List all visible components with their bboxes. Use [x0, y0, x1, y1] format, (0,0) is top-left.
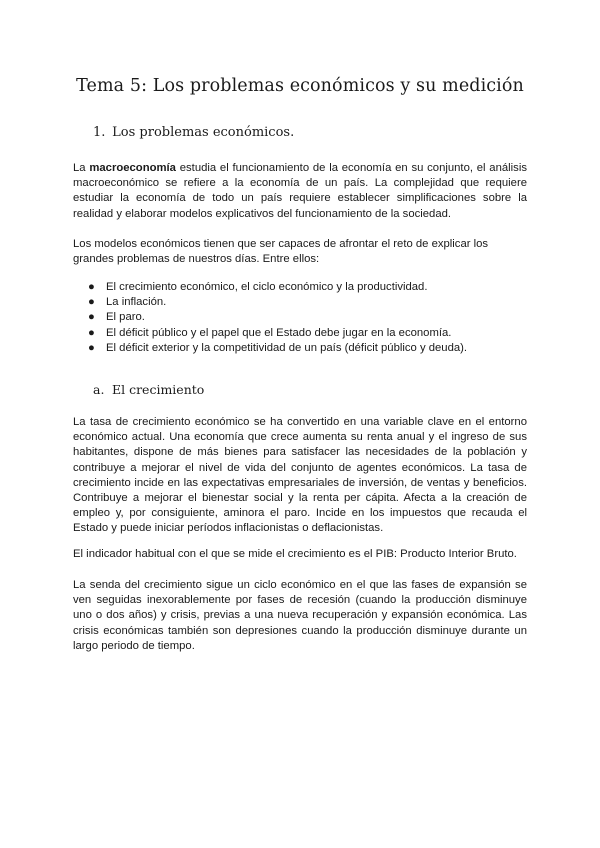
paragraph-ciclo: La senda del crecimiento sigue un ciclo económico en el que las fases de expansión se ven seguidas inexorablemente por fases de recesión (cuando la producción disminuye uno o dos años) y crisis, previas a una nueva recuperación y expansión económica. Las crisis económicas también son depresiones cuando la producción disminuye durante un largo periodo de tiempo. — [73, 579, 527, 652]
list-item — [73, 310, 527, 325]
subsection-letter: a. — [93, 382, 105, 397]
list-item-text: El crecimiento económico, el ciclo económico y la productividad. — [106, 281, 428, 293]
bullet-icon: ● — [88, 281, 95, 293]
bullet-icon: ● — [88, 341, 95, 354]
section-number: 1. — [93, 125, 106, 140]
subsection-heading-text: El crecimiento — [111, 382, 205, 397]
paragraph-macroeconomia — [73, 161, 527, 222]
list-item-text: El paro. — [106, 311, 145, 324]
list-item — [73, 295, 527, 310]
paragraph-pib: El indicador habitual con el que se mide el crecimiento es el PIB: Producto Interior Bruto. — [73, 548, 517, 560]
list-item-text: El déficit público y el papel que el Estado debe jugar en la economía. — [106, 326, 452, 339]
bold-term: macroeconomía — [89, 162, 176, 174]
paragraph-modelos: Los modelos económicos tienen que ser capaces de afrontar el reto de explicar los grandes problemas de nuestros días. Entre ellos: — [73, 238, 489, 266]
list-item — [73, 280, 527, 295]
bullet-icon: ● — [88, 326, 95, 339]
bullet-icon: ● — [88, 311, 95, 324]
list-item-text: El déficit exterior y la competitividad de un país (déficit público y deuda). — [106, 341, 468, 354]
bullet-icon: ● — [88, 296, 95, 309]
problems-list — [73, 280, 527, 356]
page-title: Tema 5: Los problemas económicos y su medición — [76, 76, 524, 96]
paragraph-prefix: La — [73, 162, 90, 174]
list-item-text: La inflación. — [106, 296, 167, 309]
section-heading-1 — [93, 125, 294, 140]
list-item — [73, 326, 527, 341]
section-heading-text: Los problemas económicos. — [112, 125, 295, 140]
subsection-heading-a — [93, 382, 204, 397]
paragraph-rest: estudia el funcionamiento de la economía en su conjunto, el análisis macroeconómico se refiere a la economía de un país. La complejidad que requiere estudiar la economía de todo un país requiere establecer simplificaciones sobre la realidad y elaborar modelos explicativos del funcionamiento de la sociedad. — [73, 162, 527, 220]
list-item — [73, 341, 527, 356]
paragraph-crecimiento: La tasa de crecimiento económico se ha convertido en una variable clave en el entorno económico actual. Una economía que crece aumenta su renta anual y el ingreso de sus habitantes, dispone de más bienes para satisfacer las necesidades de la población y contribuye a mejorar el nivel de vida del conjunto de agentes económicos. La tasa de crecimiento incide en las expectativas empresariales de inversión, de ventas y beneficios. Contribuye a mejorar el bienestar social y la renta per cápita. Afecta a la creación de empleo y, por consiguiente, aminora el paro. Incide en los impuestos que recauda el Estado y puede iniciar períodos inflacionistas o deflacionistas. — [73, 416, 527, 535]
